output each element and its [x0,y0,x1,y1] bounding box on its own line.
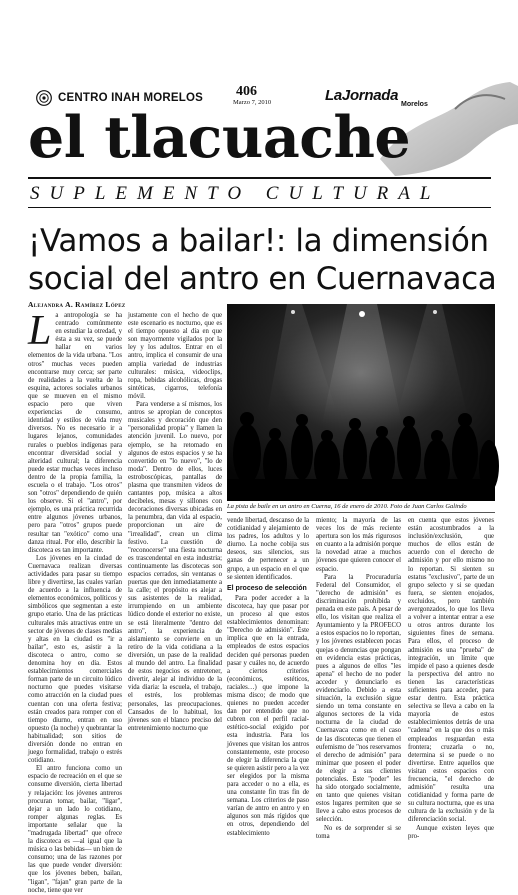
issue-number: 406 [236,84,257,99]
section-heading: El proceso de selección [227,584,307,592]
paragraph: Aunque existen leyes que pro- [408,824,494,840]
newspaper-region: Morelos [401,101,428,108]
paragraph: miento; la mayoría de las veces los de más reciente apertura son los más rigurosos en cuanto a la admisión porque la novedad atrae a muchos jóvenes que quieren conocer el espacio. [316,517,401,573]
issue-date: Marzo 7, 2010 [233,99,272,106]
paragraph: Para venderse a sí mismos, los antros se apropian de conceptos musicales y decoración que den "personalidad propia" y llamen la atención juvenil. Lo nuevo, por ejemplo, se ha retomado en algunos de estos espacios y se ha convertido en "lo nuevo", "lo de moda". Dentro de ellos, luces estroboscópicas, pantallas de plasma que transmiten videos de cantantes pop, música a altos decibeles, mesas y sillones con decoraciones diversas ubicadas en la penumbra, dan vida al espacio, proporcionan un aire de "irrealidad", crean un clima festivo. La cuestión de "reconocerse" una fiesta nocturna es trascendental en esta industria; continuamente las discotecas son espacios cerrados, sin ventanas o puertas que den inmediatamente a la calle; el propósito es alejar a sus asistentes de la realidad, irrumpiendo en un ambiente lúdico donde el exterior no existe, se está literalmente "dentro del antro", la experiencia de aislamiento se convierte en un retiro de la vida cotidiana a la diversión, un pase de la realidad al mundo del antro. La finalidad de estos negocios es entretener, divertir, alejar al individuo de la vida diaria: la escuela, el trabajo, el estrés, los problemas personales, las preocupaciones. Cansados de lo habitual, los jóvenes son el blanco preciso del entretenimiento nocturno que [128,401,222,732]
paragraph: No es de sorprender si se toma [316,824,401,840]
institution-name: CENTRO INAH MORELOS [58,92,203,104]
paragraph: Para poder acceder a la discoteca, hay que pasar por un proceso al que estos establecimientos denominan: "Derecho de admisión". Éste implica que en la entrada, empleados de estos espacios deciden qué personas pueden pasar y cuáles no, de acuerdo a ciertos criterios (económicos, estéticos, raciales…) que impone la misma disco; de modo que quienes no pueden acceder dan por entendido que no cubren con el perfil racial-estético-social exigido por esta industria. Para los jóvenes que visitan los antros constantemente, este proceso de elegir la diferencia la que se quieren asistir pero a la vez ser elegidos por la misma para acceder o no a ella, es una constante fin tras fin de semana. Los criterios de paso varían de antro en antro y en algunos son más rígidos que en otros, dependiendo del establecimiento [227,594,309,837]
article-byline: Alejandra A. Ramírez López [28,300,126,309]
article-column-3 [227,517,309,837]
paragraph: Para la Procuraduría Federal del Consumidor, el "derecho de admisión" es discriminación prohibida y penada en este país. A pesar de ello, los visitan que realiza el Ayuntamiento y la PROFECO a estos espacios no lo reportan, y los jóvenes establecen pocas quejas o denuncias que pongan en evidencia estas prácticas, pues a algunos de ellos "les apena" el hecho de no poder acceder y denunciarlo es evidenciarlo. Debido a esta situación, la exclusión sigue siendo un tema constante en algunos sectores de la vida nocturna de la ciudad de Cuernavaca como en el caso de las discotecas que tienen el eufemismo de "nos reservamos el derecho de admisión" para minimar que poseen el poder de elegir a sus clientes potenciales. Este "poder" les ha sido otorgado socialmente, en tanto que quienes visitan estos lugares permiten que se lleve a cabo estos procesos de selección. [316,573,401,824]
supplement-rule [28,207,491,208]
paragraph: a antropología se ha centrado comúnmente en estudiar la otredad, y ésta a su vez, se puede hallar en varios elementos de la vida urbana. "Los otros" muchas veces pueden encontrarse muy cerca; ser parte de realidades a la vuelta de la esquina, actores sociales urbanos que se mueven en el mismo espacio pero que viven experiencias de consumo, identidad y estilos de vida muy diversos. No es necesario ir a lugares lejanos, comunidades rurales o pueblos indígenas para encontrar diversidad social y alteridad cultural; la diferencia puede estar muchas veces incluso dentro de la propia familia, la escuela o el trabajo. "Los otros" son "otros" dependiendo de quién los observe. Si el "antro", por ejemplo, es una práctica recurrida entre algunos jóvenes urbanos, pero para "otros" grupos puede resultar tan "exótico" como una danza ritual. Por ello, describir la discoteca es tan importante. [28,312,122,554]
newspaper-logo: LaJornada [325,87,399,104]
dance-floor-photo [227,304,495,501]
supplement-label: SUPLEMENTO CULTURAL [30,183,441,204]
paragraph: Los jóvenes en la ciudad de Cuernavaca realizan diversas actividades para pasar su tiempo libre y divertirse, las cuales varían de acuerdo a la influencia de elementos económicos, políticos y simbólicos que segmentan a este grupo etario. Una de las prácticas culturales más atractivas entre un sector de jóvenes de clases medias y altas en la ciudad es "ir a bailar", esto es, asistir a la discoteca o antro, como se denomina hoy en día. Estos establecimientos comerciales forman parte de un circuito lúdico nocturno que puedes visitarse como atracción en la ciudad pues cuentan con una oferta festiva; están creados para romper con el tiempo diurno, entran en uso opuesto (la noche) y quebrantar la habitualidad; son sitios de diversión donde no entran en juego formalidad, trabajo o estrés cotidiano. [28,554,122,765]
caption-rule [227,512,495,513]
article-column-4 [316,517,401,840]
masthead-rule [28,177,491,179]
article-column-5 [408,517,494,840]
paragraph: justamente con el hecho de que este escenario es nocturno, que es el tiempo opuesto al día en que son mayormente vigilados por la ley y los adultos. Entrar en el antro, implica el consumir de una amplia variedad de industrias culturales: música, videoclips, ropa, bebidas alcohólicas, drogas sintéticas, cigarros, telefonía móvil. [128,312,222,400]
article-column-1 [28,308,122,894]
photo-caption: La pista de baile en un antro en Cuerna, 16 de enero de 2010. Foto de Juan Carlos Galindo [227,503,467,510]
dropcap-letter: L [28,308,52,354]
masthead-title: el tlacuache [28,104,411,171]
paragraph: en cuenta que estos jóvenes están acostumbrados a la inclusión/exclusión, que muchos de ellos están de acuerdo con el derecho de admisión y por ello mismo no lo reportan. Si sienten su estatus "exclusivo", parte de un grupo selecto y si se quedan fuera, se sienten enojados, excluidos, pero también avergonzados, lo que los lleva a volver a intentar entrar a ese u otros antros durante los siguientes fines de semana. Para ellos, el proceso de admisión es una "prueba" de integración, un límite que impide el paso a quienes desde la perspectiva del antro no tienen las características suficientes para acceder, para estar dentro. Esta práctica selectiva se lleva a cabo en la mayoría de estos establecimientos detrás de una "cadena" en la que dos o más empleados resguardan esta frontera; cruzarla o no, determina si se puede o no divertirse. Entre aquellos que visitan estos espacios con frecuencia, "el derecho de admisión" resulta una cotidianidad y forma parte de su cultura nocturna, que es una cultura de la exclusión y de la diferenciación social. [408,517,494,824]
article-column-2 [128,312,222,792]
article-headline: ¡Vamos a bailar!: la dimensión social del antro en Cuernavaca [28,223,497,297]
paragraph: vende libertad, descanso de la cotidianidad y alejamiento de los padres, los adultos y lo diurno. La noche cobija sus deseos, sus silencios, sus ganas de pertenecer a un grupo, a un espacio en el que se sienten identificados. [227,517,309,581]
paragraph: El antro funciona como un espacio de recreación en el que se consume diversión, cierta libertad y relajación: los jóvenes antreros procuran tomar, bailar, "ligar", dejar a un lado lo cotidiano, romper algunas reglas. Es importante señalar que la "madrugada libertad" que ofrece la discoteca es —al igual que la música o las bebidas— un bien de consumo; una de las razones por las que puede vender diversión: que los jóvenes beben, bailan, "ligan", "fajan" gran parte de la noche, tiene que ver [28,765,122,894]
